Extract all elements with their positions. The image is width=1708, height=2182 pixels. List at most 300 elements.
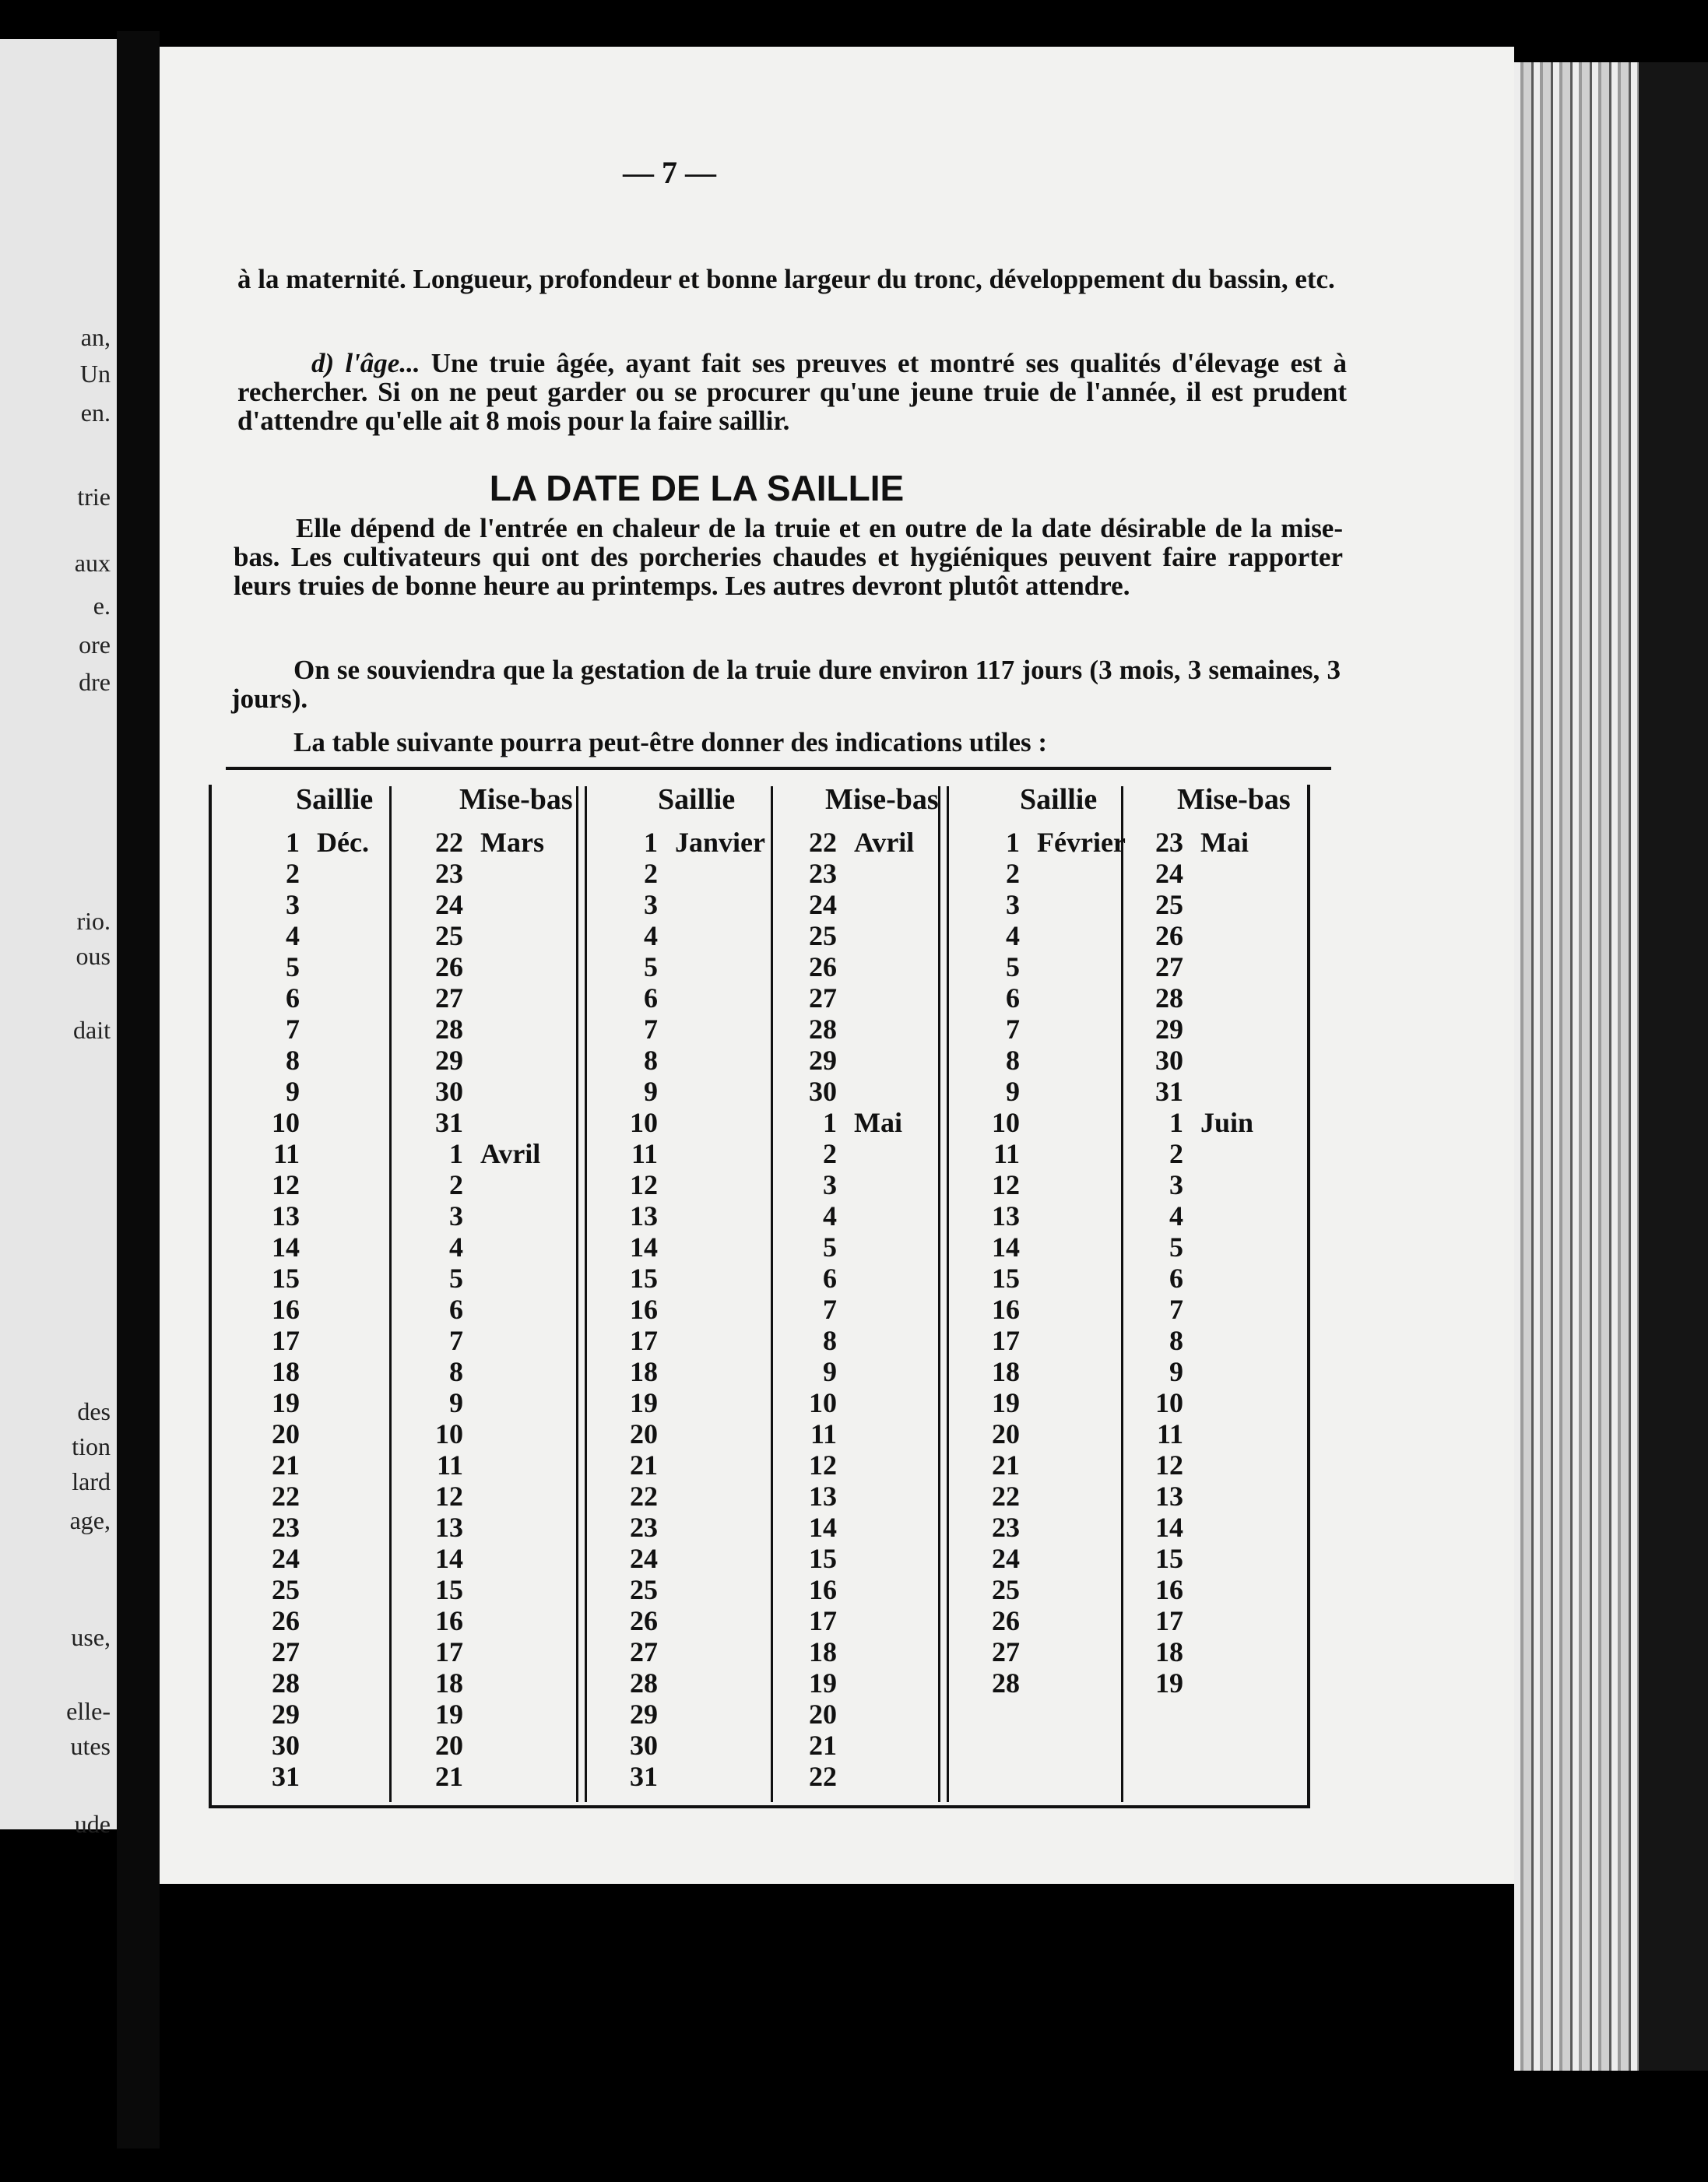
table-row	[257, 1512, 369, 1543]
table-row	[794, 858, 914, 889]
day-number: 3	[644, 889, 658, 920]
day-number: 27	[809, 982, 837, 1014]
day-number: 9	[823, 1356, 837, 1387]
table-row	[615, 1138, 765, 1169]
table-row	[794, 827, 914, 858]
day-number: 30	[435, 1076, 463, 1107]
paragraph-age	[237, 349, 1347, 435]
day-number: 2	[449, 1169, 463, 1200]
table-row	[420, 1512, 544, 1543]
day-number: 14	[272, 1232, 300, 1263]
left-page-fragment: trie	[77, 483, 111, 511]
table-row	[794, 1667, 914, 1699]
table-row	[794, 1481, 914, 1512]
day-number: 23	[1155, 827, 1183, 858]
day-number: 26	[992, 1605, 1020, 1636]
table-row	[794, 1636, 914, 1667]
day-number: 10	[1155, 1387, 1183, 1418]
table-row	[977, 1263, 1126, 1294]
left-page-fragment: dre	[79, 668, 111, 696]
table-row	[420, 951, 544, 982]
col-header-misebas-1: Mise-bas	[459, 783, 573, 816]
table-row	[615, 1761, 765, 1792]
table-row	[794, 1294, 914, 1325]
col-header-saillie-2: Saillie	[658, 783, 736, 816]
day-number: 30	[272, 1730, 300, 1761]
day-number: 22	[809, 827, 837, 858]
day-number: 12	[272, 1169, 300, 1200]
table-row	[977, 1512, 1126, 1543]
table-row	[1140, 1481, 1253, 1512]
table-row	[257, 1014, 369, 1045]
month-name: Février	[1037, 827, 1126, 858]
col-header-saillie-1: Saillie	[296, 783, 374, 816]
day-number: 18	[272, 1356, 300, 1387]
day-number: 6	[1169, 1263, 1183, 1294]
table-row	[420, 1325, 544, 1356]
day-number: 6	[1006, 982, 1020, 1014]
day-number: 31	[272, 1761, 300, 1792]
day-number: 20	[272, 1418, 300, 1449]
table-row	[794, 1543, 914, 1574]
table-row	[420, 1574, 544, 1605]
table-row	[1140, 1449, 1253, 1481]
left-page-fragment: an,	[80, 323, 111, 351]
table-row	[1140, 1045, 1253, 1076]
table-row	[257, 1232, 369, 1263]
day-number: 23	[992, 1512, 1020, 1543]
day-number: 31	[435, 1107, 463, 1138]
left-page-fragment: ore	[79, 631, 111, 659]
day-number: 29	[272, 1699, 300, 1730]
day-number: 28	[272, 1667, 300, 1699]
day-number: 28	[992, 1667, 1020, 1699]
table-row	[257, 1699, 369, 1730]
left-page-fragment: use,	[71, 1623, 111, 1651]
table-row	[977, 1667, 1126, 1699]
day-number: 20	[630, 1418, 658, 1449]
day-number: 14	[630, 1232, 658, 1263]
day-number: 2	[644, 858, 658, 889]
left-page-fragment: aux	[74, 549, 111, 577]
month-name: Mars	[480, 827, 544, 858]
day-number: 12	[435, 1481, 463, 1512]
day-number: 27	[1155, 951, 1183, 982]
table-row	[977, 1232, 1126, 1263]
day-number: 17	[992, 1325, 1020, 1356]
table-row	[977, 1449, 1126, 1481]
day-number: 31	[1155, 1076, 1183, 1107]
table-row	[420, 1169, 544, 1200]
table-row	[615, 1543, 765, 1574]
table-row	[615, 1574, 765, 1605]
table-row	[1140, 1076, 1253, 1107]
table-row	[420, 1730, 544, 1761]
day-number: 20	[435, 1730, 463, 1761]
day-number: 24	[992, 1543, 1020, 1574]
day-number: 8	[644, 1045, 658, 1076]
table-row	[977, 1481, 1126, 1512]
day-number: 19	[809, 1667, 837, 1699]
table-row	[1140, 889, 1253, 920]
day-number: 24	[435, 889, 463, 920]
day-number: 28	[809, 1014, 837, 1045]
table-row	[977, 1387, 1126, 1418]
day-number: 1	[823, 1107, 837, 1138]
table-row	[794, 1232, 914, 1263]
day-number: 3	[449, 1200, 463, 1232]
day-number: 25	[1155, 889, 1183, 920]
table-row	[977, 1107, 1126, 1138]
table-row	[257, 1543, 369, 1574]
table-row	[257, 858, 369, 889]
table-row	[420, 1761, 544, 1792]
column-saillie-fevrier	[977, 827, 1126, 1699]
day-number: 1	[1169, 1107, 1183, 1138]
day-number: 17	[272, 1325, 300, 1356]
table-row	[977, 1543, 1126, 1574]
table-column-double-rule	[576, 786, 587, 1802]
day-number: 4	[1006, 920, 1020, 951]
day-number: 24	[272, 1543, 300, 1574]
table-row	[420, 1481, 544, 1512]
day-number: 7	[644, 1014, 658, 1045]
table-row	[794, 1449, 914, 1481]
day-number: 8	[1169, 1325, 1183, 1356]
table-row	[420, 1263, 544, 1294]
day-number: 21	[272, 1449, 300, 1481]
day-number: 16	[630, 1294, 658, 1325]
table-row	[1140, 951, 1253, 982]
table-row	[420, 827, 544, 858]
day-number: 23	[809, 858, 837, 889]
table-row	[257, 1356, 369, 1387]
day-number: 5	[1006, 951, 1020, 982]
table-row	[794, 1512, 914, 1543]
day-number: 22	[630, 1481, 658, 1512]
table-row	[1140, 858, 1253, 889]
table-row	[977, 1636, 1126, 1667]
table-row	[794, 1605, 914, 1636]
table-row	[977, 1294, 1126, 1325]
table-row	[1140, 1418, 1253, 1449]
day-number: 15	[435, 1574, 463, 1605]
table-row	[420, 1294, 544, 1325]
day-number: 8	[1006, 1045, 1020, 1076]
day-number: 26	[630, 1605, 658, 1636]
table-row	[615, 1699, 765, 1730]
table-row	[615, 1512, 765, 1543]
day-number: 11	[1156, 1418, 1183, 1449]
table-row	[977, 827, 1126, 858]
day-number: 12	[992, 1169, 1020, 1200]
day-number: 29	[630, 1699, 658, 1730]
table-row	[257, 1107, 369, 1138]
table-row	[257, 1418, 369, 1449]
table-row	[420, 1449, 544, 1481]
day-number: 19	[272, 1387, 300, 1418]
table-row	[257, 1169, 369, 1200]
table-row	[615, 1636, 765, 1667]
table-row	[794, 1730, 914, 1761]
table-row	[794, 1200, 914, 1232]
day-number: 21	[992, 1449, 1020, 1481]
page-stack-shadow	[1639, 62, 1708, 2071]
table-row	[977, 1605, 1126, 1636]
table-row	[615, 858, 765, 889]
table-row	[977, 1169, 1126, 1200]
table-row	[794, 1014, 914, 1045]
day-number: 25	[630, 1574, 658, 1605]
table-row	[257, 1200, 369, 1232]
table-row	[257, 1045, 369, 1076]
day-number: 13	[272, 1200, 300, 1232]
table-row	[615, 1356, 765, 1387]
section-heading: LA DATE DE LA SAILLIE	[489, 468, 905, 508]
day-number: 7	[1169, 1294, 1183, 1325]
day-number: 3	[1169, 1169, 1183, 1200]
table-row	[977, 982, 1126, 1014]
page-number: — 7 —	[623, 155, 716, 190]
month-name: Déc.	[317, 827, 369, 858]
day-number: 28	[1155, 982, 1183, 1014]
table-row	[420, 1107, 544, 1138]
col-header-saillie-3: Saillie	[1020, 783, 1098, 816]
paragraph-gestation: On se souviendra que la gestation de la truie dure environ 117 jours (3 mois, 3 semaines, 3 jours).	[231, 655, 1341, 714]
day-number: 30	[630, 1730, 658, 1761]
table-row	[420, 1232, 544, 1263]
day-number: 30	[809, 1076, 837, 1107]
day-number: 7	[823, 1294, 837, 1325]
day-number: 1	[644, 827, 658, 858]
paragraph-chaleur: Elle dépend de l'entrée en chaleur de la truie et en outre de la date désirable de la mise-bas. Les cultivateurs qui ont des porcheries chaudes et hygiéniques peuvent faire rapporter leurs truies de bonne heure au printemps. Les autres devront plutôt attendre.	[234, 513, 1343, 601]
table-row	[794, 1418, 914, 1449]
table-row	[615, 1449, 765, 1481]
day-number: 14	[809, 1512, 837, 1543]
day-number: 17	[1155, 1605, 1183, 1636]
table-row	[977, 920, 1126, 951]
paragraph-table-intro: La table suivante pourra peut-être donner des indications utiles :	[293, 727, 1048, 757]
day-number: 13	[435, 1512, 463, 1543]
day-number: 3	[823, 1169, 837, 1200]
table-row	[420, 1418, 544, 1449]
table-row	[1140, 1356, 1253, 1387]
paragraph-age-label: d) l'âge...	[311, 348, 420, 378]
day-number: 8	[449, 1356, 463, 1387]
table-row	[615, 1481, 765, 1512]
day-number: 11	[810, 1418, 837, 1449]
table-row	[977, 1138, 1126, 1169]
table-row	[615, 1605, 765, 1636]
day-number: 22	[435, 827, 463, 858]
day-number: 1	[449, 1138, 463, 1169]
table-row	[1140, 1325, 1253, 1356]
day-number: 26	[1155, 920, 1183, 951]
table-row	[257, 1605, 369, 1636]
day-number: 17	[435, 1636, 463, 1667]
day-number: 11	[631, 1138, 658, 1169]
table-row	[257, 982, 369, 1014]
table-row	[420, 1014, 544, 1045]
day-number: 2	[1169, 1138, 1183, 1169]
left-page-fragment: utes	[70, 1732, 111, 1760]
paragraph-maternite: à la maternité. Longueur, profondeur et bonne largeur du tronc, développement du bassin, etc.	[237, 264, 1335, 294]
table-row	[977, 1325, 1126, 1356]
day-number: 10	[272, 1107, 300, 1138]
day-number: 8	[823, 1325, 837, 1356]
day-number: 3	[286, 889, 300, 920]
day-number: 13	[809, 1481, 837, 1512]
table-row	[794, 1699, 914, 1730]
table-row	[615, 920, 765, 951]
table-row	[420, 920, 544, 951]
day-number: 11	[272, 1138, 300, 1169]
table-row	[257, 1294, 369, 1325]
table-row	[1140, 1107, 1253, 1138]
left-page-fragment: dait	[73, 1016, 111, 1044]
day-number: 16	[272, 1294, 300, 1325]
table-row	[615, 827, 765, 858]
table-row	[615, 1200, 765, 1232]
table-row	[257, 1761, 369, 1792]
day-number: 22	[809, 1761, 837, 1792]
table-row	[794, 1263, 914, 1294]
day-number: 8	[286, 1045, 300, 1076]
day-number: 4	[1169, 1200, 1183, 1232]
day-number: 11	[993, 1138, 1020, 1169]
day-number: 23	[630, 1512, 658, 1543]
day-number: 6	[823, 1263, 837, 1294]
table-row	[794, 889, 914, 920]
table-row	[794, 1356, 914, 1387]
table-row	[420, 1543, 544, 1574]
day-number: 9	[1169, 1356, 1183, 1387]
table-row	[615, 1169, 765, 1200]
day-number: 24	[630, 1543, 658, 1574]
table-row	[977, 1014, 1126, 1045]
day-number: 25	[435, 920, 463, 951]
table-row	[420, 1699, 544, 1730]
day-number: 10	[992, 1107, 1020, 1138]
day-number: 2	[1006, 858, 1020, 889]
table-row	[257, 1667, 369, 1699]
column-misebas-mars	[420, 827, 544, 1792]
table-row	[977, 1356, 1126, 1387]
day-number: 6	[449, 1294, 463, 1325]
day-number: 12	[1155, 1449, 1183, 1481]
table-row	[977, 1045, 1126, 1076]
table-row	[420, 1387, 544, 1418]
day-number: 25	[992, 1574, 1020, 1605]
day-number: 19	[630, 1387, 658, 1418]
day-number: 23	[272, 1512, 300, 1543]
day-number: 5	[1169, 1232, 1183, 1263]
day-number: 24	[809, 889, 837, 920]
table-row	[977, 1076, 1126, 1107]
day-number: 29	[435, 1045, 463, 1076]
table-row	[1140, 1014, 1253, 1045]
day-number: 9	[449, 1387, 463, 1418]
day-number: 13	[992, 1200, 1020, 1232]
table-row	[1140, 1263, 1253, 1294]
table-row	[257, 1076, 369, 1107]
day-number: 22	[272, 1481, 300, 1512]
day-number: 26	[435, 951, 463, 982]
table-row	[615, 982, 765, 1014]
day-number: 10	[435, 1418, 463, 1449]
day-number: 14	[435, 1543, 463, 1574]
col-header-misebas-3: Mise-bas	[1177, 783, 1291, 816]
table-row	[1140, 1294, 1253, 1325]
table-row	[420, 982, 544, 1014]
column-saillie-janvier	[615, 827, 765, 1792]
day-number: 18	[1155, 1636, 1183, 1667]
left-page-fragment: tion	[72, 1432, 111, 1460]
day-number: 30	[1155, 1045, 1183, 1076]
day-number: 15	[272, 1263, 300, 1294]
table-row	[1140, 827, 1253, 858]
table-column-rule	[389, 786, 392, 1802]
day-number: 17	[630, 1325, 658, 1356]
day-number: 12	[630, 1169, 658, 1200]
day-number: 24	[1155, 858, 1183, 889]
day-number: 20	[809, 1699, 837, 1730]
book-gutter	[117, 31, 160, 2149]
day-number: 16	[992, 1294, 1020, 1325]
day-number: 31	[630, 1761, 658, 1792]
day-number: 15	[1155, 1543, 1183, 1574]
left-page-fragment: lard	[72, 1467, 111, 1495]
day-number: 4	[644, 920, 658, 951]
month-name: Juin	[1200, 1107, 1254, 1138]
table-row	[1140, 1387, 1253, 1418]
left-page-fragment: des	[77, 1397, 111, 1425]
table-row	[257, 1138, 369, 1169]
table-row	[977, 1574, 1126, 1605]
table-row	[257, 1574, 369, 1605]
table-row	[1140, 1636, 1253, 1667]
day-number: 18	[809, 1636, 837, 1667]
table-row	[1140, 1574, 1253, 1605]
day-number: 27	[272, 1636, 300, 1667]
day-number: 13	[1155, 1481, 1183, 1512]
table-row	[1140, 1512, 1253, 1543]
day-number: 4	[823, 1200, 837, 1232]
day-number: 5	[449, 1263, 463, 1294]
table-row	[977, 951, 1126, 982]
day-number: 18	[630, 1356, 658, 1387]
day-number: 23	[435, 858, 463, 889]
month-name: Janvier	[675, 827, 765, 858]
day-number: 21	[630, 1449, 658, 1481]
table-row	[977, 889, 1126, 920]
month-name: Avril	[854, 827, 915, 858]
day-number: 12	[809, 1449, 837, 1481]
table-row	[794, 920, 914, 951]
table-top-rule	[226, 767, 1331, 770]
left-page-fragment: ous	[76, 942, 111, 970]
day-number: 18	[992, 1356, 1020, 1387]
table-row	[420, 1605, 544, 1636]
left-page-fragment: Un	[79, 360, 111, 388]
day-number: 29	[809, 1045, 837, 1076]
table-row	[1140, 1605, 1253, 1636]
day-number: 19	[992, 1387, 1020, 1418]
day-number: 9	[1006, 1076, 1020, 1107]
table-row	[257, 1263, 369, 1294]
day-number: 21	[435, 1761, 463, 1792]
column-saillie-dec	[257, 827, 369, 1792]
